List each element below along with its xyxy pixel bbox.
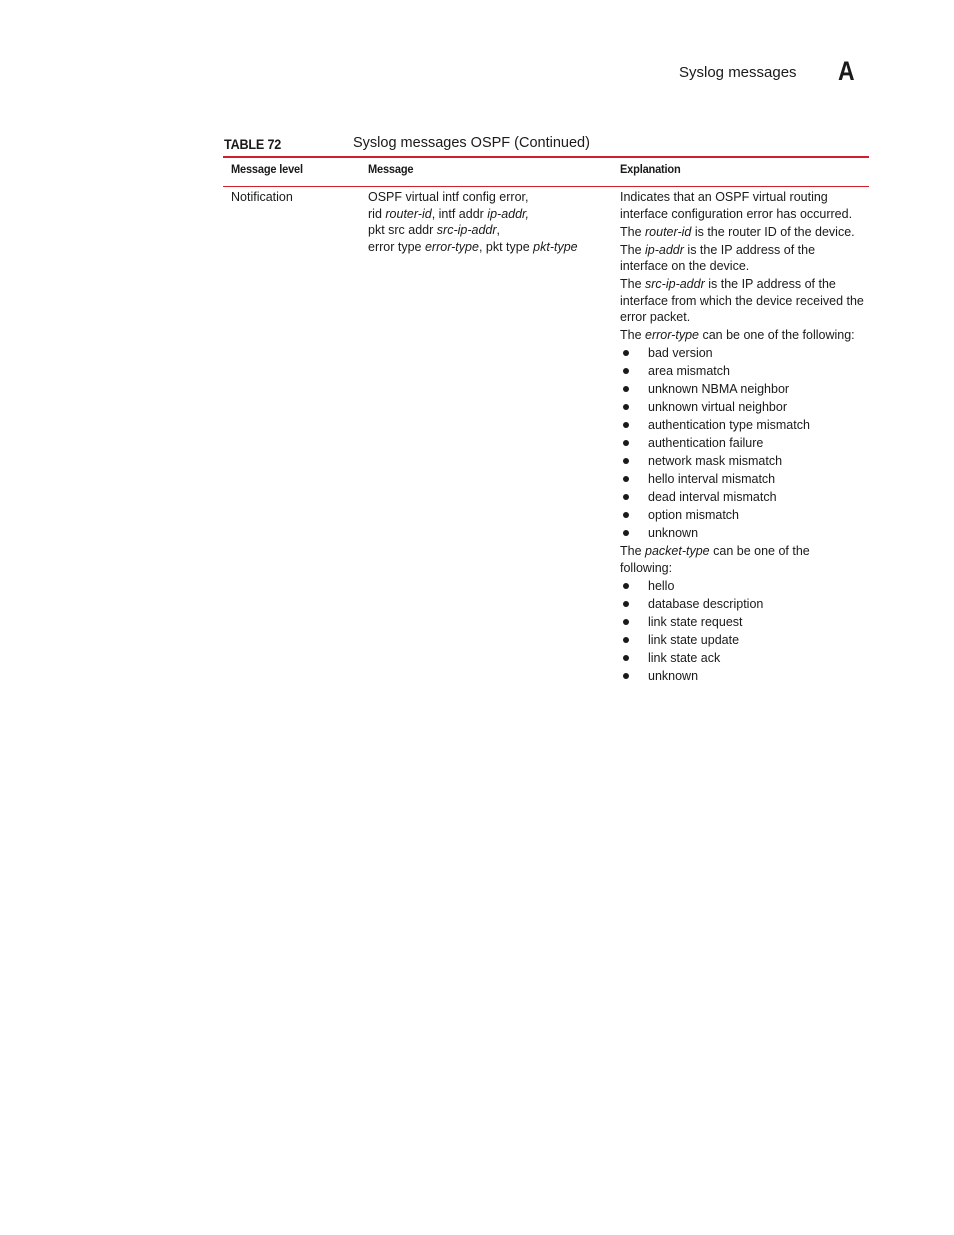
list-item: [620, 489, 865, 506]
message-line: [368, 189, 608, 206]
bullet-list: [620, 578, 865, 685]
explanation-paragraph: [620, 276, 865, 326]
bullet-icon: [623, 386, 629, 392]
bullet-icon: [623, 422, 629, 428]
list-item: [620, 507, 865, 524]
text-run: pkt src addr: [368, 223, 437, 237]
italic-term: src-ip-addr: [436, 223, 497, 237]
bullet-icon: [623, 458, 629, 464]
list-item: [620, 668, 865, 685]
list-item: [620, 650, 865, 667]
text-run: ,: [496, 223, 501, 237]
table-top-rule: [223, 156, 869, 158]
list-item: [620, 578, 865, 595]
italic-term: ip-addr: [645, 242, 684, 257]
text-run: can be one of the following:: [698, 328, 855, 342]
list-item-text: hello interval mismatch: [648, 472, 776, 486]
message-line: [368, 222, 608, 239]
explanation-paragraph: [620, 543, 865, 576]
appendix-letter: A: [838, 56, 855, 86]
bullet-icon: [623, 494, 629, 500]
bullet-icon: [623, 673, 629, 679]
italic-term: src-ip-addr: [645, 277, 705, 291]
bullet-icon: [623, 530, 629, 536]
list-item: [620, 363, 865, 380]
explanation-paragraph: [620, 189, 865, 222]
list-item-text: unknown: [648, 526, 699, 540]
list-item: [620, 525, 865, 542]
list-item-text: link state update: [648, 632, 740, 647]
explanation-paragraph: [620, 327, 865, 344]
text-run: Indicates that an OSPF virtual routing interface configuration error has occurred.: [620, 190, 853, 221]
list-item-text: area mismatch: [648, 364, 730, 378]
bullet-icon: [623, 512, 629, 518]
explanation-paragraph: [620, 224, 865, 241]
bullet-icon: [623, 350, 629, 356]
list-item: [620, 381, 865, 398]
text-run: can be one of the following:: [620, 544, 810, 575]
text-run: OSPF virtual intf config error,: [368, 190, 529, 204]
list-item: [620, 596, 865, 613]
bullet-icon: [623, 601, 629, 607]
text-run: error type: [368, 239, 425, 254]
list-item-text: bad version: [648, 346, 713, 360]
list-item-text: unknown virtual neighbor: [648, 400, 787, 414]
bullet-icon: [623, 476, 629, 482]
text-run: is the router ID of the device.: [691, 224, 855, 239]
table-number: TABLE 72: [224, 136, 282, 152]
list-item-text: database description: [648, 596, 764, 611]
explanation-paragraph: [620, 242, 865, 275]
text-run: , intf addr: [431, 206, 488, 221]
list-item: [620, 399, 865, 416]
column-header-message: Message: [368, 162, 414, 176]
column-header-message-level: Message level: [231, 162, 303, 176]
list-item-text: network mask mismatch: [648, 454, 783, 468]
list-item-text: link state ack: [648, 650, 721, 665]
bullet-list: [620, 345, 865, 542]
italic-term: router-id: [385, 206, 432, 221]
column-header-explanation: Explanation: [620, 162, 681, 176]
italic-term: error-type: [645, 328, 699, 342]
italic-term: router-id: [645, 224, 692, 239]
list-item-text: unknown: [648, 668, 699, 683]
text-run: The: [620, 544, 646, 558]
list-item: [620, 471, 865, 488]
bullet-icon: [623, 655, 629, 661]
list-item-text: link state request: [648, 614, 743, 629]
text-run: The: [620, 224, 646, 239]
list-item: [620, 345, 865, 362]
italic-term: ip-addr,: [487, 206, 529, 221]
bullet-icon: [623, 637, 629, 643]
list-item: [620, 632, 865, 649]
cell-explanation: [620, 189, 865, 686]
text-run: , pkt type: [478, 239, 534, 254]
text-run: is the IP address of the interface from which the device received the error packet.: [620, 277, 864, 324]
text-run: The: [620, 328, 646, 342]
cell-message: [368, 189, 608, 255]
list-item-text: option mismatch: [648, 508, 740, 522]
table-header-rule: [223, 186, 869, 187]
bullet-icon: [623, 619, 629, 625]
text-run: The: [620, 242, 646, 257]
running-head-title: Syslog messages: [679, 64, 797, 81]
list-item-text: unknown NBMA neighbor: [648, 382, 790, 396]
list-item: [620, 417, 865, 434]
list-item-text: authentication failure: [648, 436, 764, 450]
text-run: The: [620, 277, 646, 291]
table-caption: Syslog messages OSPF (Continued): [353, 135, 590, 151]
text-run: rid: [368, 206, 386, 221]
text-run: is the IP address of the interface on the device.: [620, 242, 816, 273]
italic-term: error-type: [424, 239, 479, 254]
bullet-icon: [623, 404, 629, 410]
cell-message-level: Notification: [231, 190, 293, 204]
italic-term: pkt-type: [533, 239, 578, 254]
italic-term: packet-type: [645, 544, 710, 558]
list-item-text: dead interval mismatch: [648, 490, 777, 504]
bullet-icon: [623, 368, 629, 374]
list-item: [620, 614, 865, 631]
message-line: [368, 239, 608, 256]
bullet-icon: [623, 583, 629, 589]
list-item: [620, 435, 865, 452]
message-line: [368, 206, 608, 223]
list-item-text: hello: [648, 578, 675, 593]
bullet-icon: [623, 440, 629, 446]
list-item-text: authentication type mismatch: [648, 418, 810, 432]
list-item: [620, 453, 865, 470]
